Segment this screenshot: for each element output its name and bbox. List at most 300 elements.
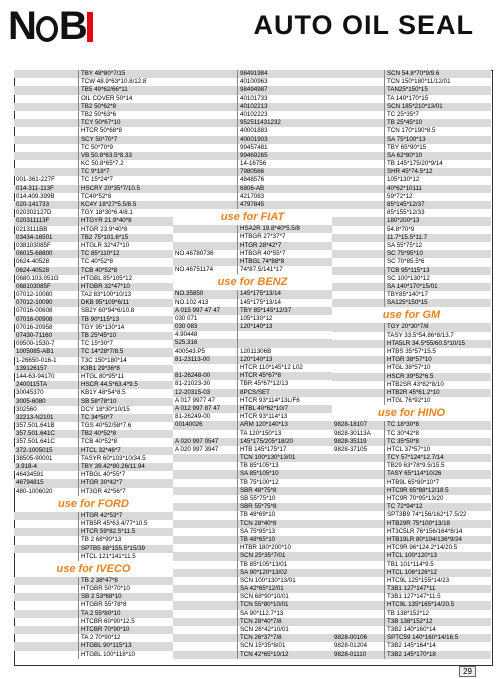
part-number (332, 242, 385, 250)
part-number (332, 267, 385, 275)
seal-spec: KB1Y 48*54*8.5 (81, 389, 126, 397)
seal-spec: TC 40*52*8 (81, 258, 113, 266)
part-number (332, 95, 385, 103)
part-number (332, 397, 385, 405)
part-number (173, 528, 238, 536)
catalog-row (173, 389, 332, 397)
seal-spec: TGY 18*30*6.4/8.1 (81, 209, 133, 217)
catalog-row (332, 340, 491, 348)
catalog-row (14, 242, 173, 250)
part-number (173, 454, 238, 462)
seal-spec: HSCR 44.5*63.4*9.5 (79, 381, 173, 389)
part-number (332, 168, 385, 176)
part-number (14, 512, 79, 520)
seal-spec: 6806-AB (238, 185, 332, 193)
catalog-row (332, 185, 491, 193)
seal-spec: 4848576 (240, 176, 265, 184)
seal-spec: TCB 40*52*8 (79, 267, 173, 275)
seal-spec: TCN 170*190*8.5 (387, 127, 436, 135)
catalog-row (173, 487, 332, 495)
catalog-row (332, 569, 491, 577)
part-number: 9828-30113A (332, 430, 385, 438)
part-number (173, 503, 238, 511)
catalog-row (14, 299, 173, 307)
page-title: AUTO OIL SEAL (253, 10, 474, 40)
part-number (173, 233, 238, 241)
part-number: 06015-68800 (14, 250, 79, 258)
catalog-row (14, 447, 173, 455)
part-number (332, 323, 385, 331)
seal-spec: TCN 28*40*7/8 (238, 618, 332, 626)
catalog-row (173, 258, 332, 266)
catalog-row (14, 258, 173, 266)
seal-spec: SB 55*75*10 (240, 495, 276, 502)
seal-spec: T3B2 145*164*14 (387, 642, 436, 650)
catalog-row (173, 446, 332, 454)
seal-spec: TB5 49*62/66*11 (79, 86, 173, 94)
catalog-column-3 (332, 70, 491, 659)
seal-spec: TC 18*30*8 (385, 421, 491, 429)
catalog-row (332, 70, 491, 78)
page-number: 29 (459, 666, 476, 677)
catalog-row (173, 520, 332, 528)
seal-spec: TA 120*150*13 (240, 429, 282, 437)
brand-heading: use for FIAT (220, 211, 285, 224)
part-number (332, 86, 385, 94)
part-number: 07016-20958 (14, 324, 79, 332)
part-number: 00140026 (173, 421, 238, 429)
part-number (332, 119, 385, 127)
seal-spec: 8PCS/SET (238, 389, 332, 397)
seal-spec: HTCR 50*68*8 (81, 127, 122, 135)
part-number: 014-311-113F (14, 185, 79, 193)
catalog-row (173, 70, 332, 78)
catalog-row (14, 250, 173, 258)
catalog-row (173, 511, 332, 519)
catalog-row (173, 536, 332, 544)
seal-spec: HTCBR 60*90*12.5 (81, 617, 135, 625)
seal-spec: 85*155*12/33 (387, 209, 425, 217)
seal-spec: TB 75*100*12 (240, 478, 279, 486)
catalog-row (173, 397, 332, 405)
seal-spec: 145*175*13/14 (240, 298, 281, 306)
seal-spec: TA 140*170*15 (387, 94, 429, 102)
part-number (173, 119, 238, 127)
catalog-row (173, 561, 332, 569)
part-number: 07016-00608 (14, 307, 79, 315)
seal-spec: 40101733 (240, 94, 268, 102)
seal-spec: SCN 15*35*8/01 (240, 642, 286, 650)
part-number: A 012 997 87 47 (173, 405, 238, 413)
catalog-row (14, 430, 173, 438)
part-number (332, 479, 385, 487)
catalog-row (332, 389, 491, 397)
catalog-row (14, 365, 173, 373)
catalog-row (332, 323, 491, 331)
seal-spec: HTGL 38*57*10 (387, 364, 431, 372)
part-number: A 020 997 3947 (173, 446, 238, 454)
catalog-row (14, 185, 173, 193)
seal-spec: TC 35*50*8 (385, 438, 491, 446)
seal-spec: HTGLR 32*47*10 (81, 241, 130, 249)
part-number: 0624-40528 (14, 258, 79, 266)
seal-spec: HTBGL 74*88*8 (238, 258, 332, 266)
part-number (14, 119, 79, 127)
part-number (173, 225, 238, 233)
catalog-row (332, 626, 491, 634)
catalog-row (332, 267, 491, 275)
seal-spec: 14-16756 (240, 160, 267, 168)
catalog-row (14, 234, 173, 242)
catalog-row (332, 601, 491, 609)
part-number (14, 528, 79, 536)
seal-spec: T3B 138*152*12 (385, 618, 491, 626)
seal-spec: HTGYR 21.9*40*8 (79, 217, 173, 225)
catalog-row (332, 618, 491, 626)
part-number (14, 103, 79, 111)
part-number (173, 127, 238, 135)
catalog-row (14, 86, 173, 94)
seal-spec: 180*200*13 (385, 217, 491, 225)
part-number (173, 144, 238, 152)
seal-spec: SPTB5 88*155.5*15/39 (79, 545, 173, 553)
seal-spec: 105*130*12 (240, 314, 273, 322)
part-number: 09500-1530-7 (14, 340, 79, 348)
part-number (173, 601, 238, 609)
catalog-row (332, 462, 491, 470)
part-number (332, 217, 385, 225)
seal-spec: SA 42*65*12/01 (238, 585, 332, 593)
catalog-row (14, 226, 173, 234)
part-number: 81-26248-00 (173, 372, 238, 380)
catalog-row (14, 389, 173, 397)
part-number (332, 389, 385, 397)
part-number (173, 86, 238, 94)
catalog-row (173, 503, 332, 511)
seal-spec: TB 2 38*47*8 (79, 577, 173, 585)
part-number (332, 283, 385, 291)
seal-spec: K3B1 29*36*8 (79, 365, 173, 373)
catalog-row (14, 324, 173, 332)
catalog-row (14, 512, 173, 520)
seal-spec: TB 85*105*13/01 (240, 560, 288, 568)
catalog-row (14, 381, 173, 389)
part-number: 30045370 (14, 389, 79, 397)
catalog-row (14, 111, 173, 119)
brand-heading: use for HINO (377, 407, 446, 420)
catalog-row (173, 593, 332, 601)
part-number (173, 651, 238, 659)
catalog-row (14, 634, 173, 642)
seal-spec: TC 25*35*7 (387, 110, 419, 118)
catalog-row (173, 233, 332, 241)
seal-spec: HTBL 40*62*10/7 (238, 405, 332, 413)
seal-spec: HTB29R 75*100*13/18 (385, 520, 491, 528)
catalog-row (14, 455, 173, 463)
catalog-row (173, 642, 332, 650)
part-number (332, 176, 385, 184)
seal-spec: HTBGR 40*55*7 (240, 249, 286, 257)
part-number (332, 601, 385, 609)
catalog-row (332, 78, 491, 86)
catalog-row (14, 193, 173, 201)
seal-spec: TCN 150*180*11/12/01 (387, 78, 451, 86)
catalog-row (173, 413, 332, 421)
part-number (173, 78, 238, 86)
catalog-row (14, 119, 173, 127)
catalog-row (332, 291, 491, 299)
catalog-row (14, 283, 173, 291)
catalog-row (173, 331, 332, 339)
part-number (14, 111, 79, 119)
part-number: 020-141733 (14, 201, 79, 209)
seal-spec: TB 145*175/20*9/14 (387, 160, 443, 168)
seal-spec: SC 100*130*12 (387, 274, 430, 282)
catalog-row (173, 307, 332, 315)
catalog-row (173, 339, 332, 347)
catalog-row (14, 545, 173, 553)
seal-spec: TB2 50*62*8 (79, 103, 173, 111)
seal-spec: TCN 55*80*10/01 (238, 601, 332, 609)
part-number (14, 601, 79, 609)
seal-spec: 40001883 (240, 127, 268, 135)
seal-spec: SBR 55*75*8 (238, 503, 332, 511)
seal-spec: HTCR 93*114*13 (240, 413, 288, 421)
page-header (0, 0, 500, 50)
catalog-row (173, 552, 332, 560)
seal-spec: SA 90*112.7*13 (240, 609, 284, 617)
part-number (14, 585, 79, 593)
part-number (173, 95, 238, 103)
catalog-row (332, 356, 491, 364)
seal-spec: HTCR 59*82.5*11.5 (79, 528, 173, 536)
catalog-row (332, 111, 491, 119)
catalog-row (332, 332, 491, 340)
catalog-row (14, 438, 173, 446)
seal-spec: 40102223 (240, 110, 268, 118)
part-number (173, 185, 238, 193)
seal-spec: HT3GR 42*56*7 (81, 487, 126, 495)
seal-spec: 74*87.5/141*17 (240, 266, 283, 274)
part-number: 030 083 (173, 323, 238, 331)
seal-spec: T3B2 140*160*14 (387, 626, 436, 633)
seal-spec: TBY 39.42*80.26/11.94 (79, 463, 173, 471)
part-number (332, 585, 385, 593)
catalog-row (332, 651, 491, 659)
part-number: 3.918-4 (14, 463, 79, 471)
catalog-row (332, 242, 491, 250)
seal-spec: SA 75*95*13 (240, 527, 276, 535)
seal-spec: HT3C5LR 76*156/164*8/14 (387, 527, 463, 535)
seal-spec: 40102213 (238, 103, 332, 111)
catalog-row (173, 119, 332, 127)
part-number (173, 585, 238, 593)
seal-spec: HTCR 45*67*8 (238, 372, 332, 380)
seal-spec (238, 331, 332, 339)
part-number (173, 430, 238, 438)
seal-spec: TAN25*150*15 (385, 86, 491, 94)
seal-spec: SPTC59 140*160*14/16.5 (385, 634, 491, 642)
part-number (332, 511, 385, 519)
seal-spec: HTB9L 65*80*10*7 (387, 478, 440, 486)
catalog-row (173, 618, 332, 626)
catalog-row (173, 372, 332, 380)
seal-spec: 98494987 (238, 86, 332, 94)
catalog-row (332, 152, 491, 160)
catalog-row (332, 234, 491, 242)
catalog-row (173, 544, 332, 552)
catalog-row (332, 421, 491, 429)
seal-spec: 145*175/205*18/20 (238, 438, 332, 446)
catalog-row (332, 160, 491, 168)
catalog-row (173, 78, 332, 86)
part-number (173, 70, 238, 78)
seal-spec: TA2 83*100*10/13 (81, 291, 132, 299)
part-number (173, 561, 238, 569)
catalog-row (173, 348, 332, 356)
seal-spec: TBY85*140*17 (387, 291, 428, 299)
seal-spec: VB 50.8*63.5*8.33 (79, 152, 173, 160)
catalog-row (332, 454, 491, 462)
catalog-row (332, 593, 491, 601)
part-number (14, 618, 79, 626)
seal-spec: HTGR 42*53*7 (79, 512, 173, 520)
part-number: 3005-6080 (14, 398, 79, 406)
catalog-row (173, 380, 332, 388)
seal-spec: TBY 48*80*7/15 (79, 70, 173, 78)
catalog-row (332, 642, 491, 650)
part-number: 38505-90001 (14, 455, 79, 463)
catalog-row (332, 577, 491, 585)
part-number (332, 127, 385, 135)
catalog-row (332, 446, 491, 454)
catalog-row (332, 552, 491, 560)
catalog-row (173, 634, 332, 642)
part-number: 038103085F (14, 242, 79, 250)
seal-spec: TB1 101*114*9.5 (387, 560, 434, 568)
part-number (173, 364, 238, 372)
seal-spec: TCN 42*65*10/12 (238, 651, 332, 659)
catalog-row (14, 601, 173, 609)
part-number: 525.316 (173, 339, 238, 347)
catalog-row (14, 406, 173, 414)
catalog-row (173, 601, 332, 609)
part-number: NO.102 413 (173, 299, 238, 307)
seal-spec: HTC9L 135*165*14/20.5 (385, 601, 491, 609)
seal-spec: HTCL 37*57*10 (387, 445, 431, 453)
seal-spec: TC 14*28*7/8.5 (79, 348, 173, 356)
part-number (173, 462, 238, 470)
part-number: 1-26650-016-1 (14, 357, 79, 365)
seal-spec: HTCL 121*141*11.5 (81, 552, 136, 560)
catalog-row (332, 503, 491, 511)
part-number: 302560 (14, 406, 79, 414)
seal-spec: SA 55*75*12 (387, 241, 423, 249)
part-number (173, 242, 238, 250)
catalog-row (173, 405, 332, 413)
seal-spec: TB2 75*101.6*15 (79, 234, 173, 242)
seal-spec: TGY 20*30*7/8 (385, 323, 491, 331)
part-number: 9828-18107 (332, 421, 385, 429)
part-number: 2400115TA (14, 381, 79, 389)
catalog-row (14, 332, 173, 340)
seal-spec: TB 25*45*10 (385, 119, 491, 127)
catalog-row (332, 299, 491, 307)
seal-spec: SA 140*170*15/01 (385, 283, 491, 291)
seal-spec: TGS 40*52/58*7.6 (81, 422, 132, 430)
part-number (332, 381, 385, 389)
seal-spec: HTB 145*175*17 (240, 445, 287, 453)
part-number: 0624-40528 (14, 267, 79, 275)
seal-spec: TB 138*152*12 (387, 609, 429, 617)
seal-spec: HTC9L 125*155*14/23 (387, 576, 450, 584)
brand-heading: use for GM (382, 309, 441, 322)
part-number (173, 593, 238, 601)
seal-spec: 59*72*12 (387, 192, 413, 200)
part-number: A 017 9977 47 (173, 397, 238, 405)
catalog-row (173, 323, 332, 331)
seal-spec: TC 50*70*9 (81, 143, 113, 151)
seal-spec: TC40*52*8 (81, 192, 112, 200)
catalog-row (332, 544, 491, 552)
catalog-row (173, 290, 332, 298)
part-number (332, 569, 385, 577)
seal-spec: HTGBR 50*70*10 (81, 585, 130, 593)
catalog-row (332, 168, 491, 176)
part-number: 81-21023-30 (173, 380, 238, 388)
catalog-row (14, 70, 173, 78)
catalog-row (173, 421, 332, 429)
catalog-row (332, 250, 491, 258)
catalog-row (332, 487, 491, 495)
part-number (173, 487, 238, 495)
catalog-row (332, 634, 491, 642)
part-number: 9828-01204 (332, 642, 385, 650)
catalog-row (14, 488, 173, 496)
part-number (173, 152, 238, 160)
seal-spec: TBR 45*67*12/13 (240, 380, 289, 388)
seal-spec: 120*140*13 (238, 356, 332, 364)
part-number: 1005085-AB1 (14, 348, 79, 356)
seal-spec: 12011306B (240, 347, 272, 355)
seal-spec: TCB 40*52*8 (81, 438, 118, 446)
seal-spec: HTGBR 55*78*8 (81, 601, 127, 609)
catalog-row (14, 136, 173, 144)
catalog-row (14, 577, 173, 585)
seal-spec: TCB 95*115*13 (385, 267, 491, 275)
part-number: 46434591 (14, 471, 79, 479)
part-number (332, 226, 385, 234)
seal-spec: HTCBR 70*90*10 (79, 626, 173, 634)
catalog-row (332, 364, 491, 372)
seal-spec: 952511431232 (238, 119, 332, 127)
seal-spec: TB 85*105*13 (240, 462, 279, 470)
catalog-row (14, 471, 173, 479)
catalog-row (332, 528, 491, 536)
part-number (14, 634, 79, 642)
part-number (332, 136, 385, 144)
seal-spec: HTBGL 40*55*7 (81, 471, 126, 479)
part-number (14, 78, 79, 86)
seal-spec: HTB2R 45*61.2*10 (385, 389, 491, 397)
part-number: 139126157 (14, 365, 79, 373)
part-number: 372-1005015 (14, 447, 79, 455)
catalog-row (332, 561, 491, 569)
seal-spec: ARM 120*140*13 (238, 421, 332, 429)
catalog-row (14, 103, 173, 111)
part-number (332, 201, 385, 209)
seal-spec: HTBR 180*200*10 (240, 544, 291, 552)
